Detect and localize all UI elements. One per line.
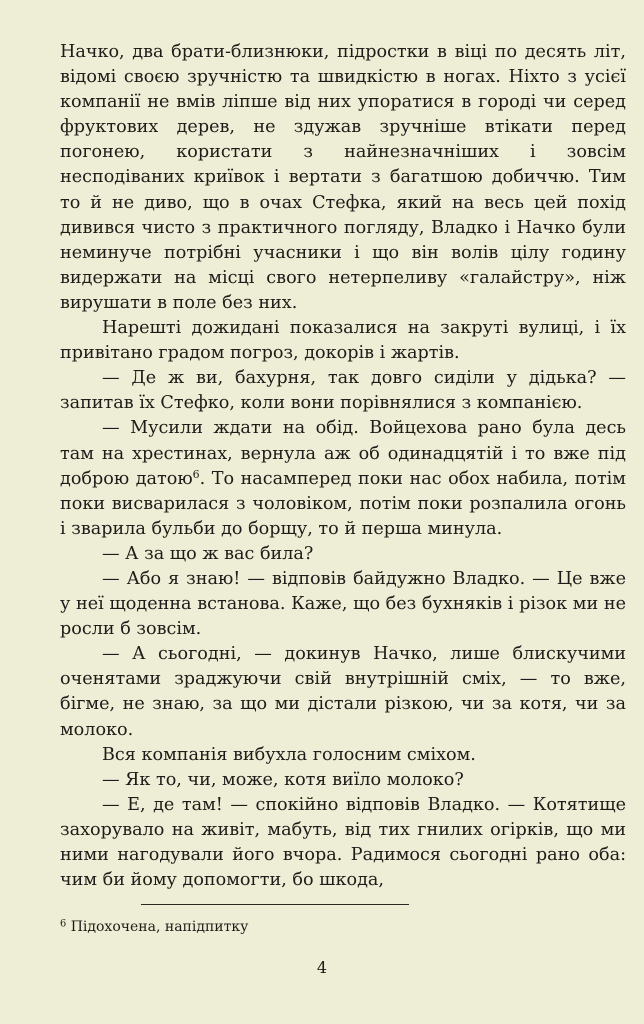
footnote-reference[interactable]: 6	[192, 467, 200, 481]
footnote-divider	[141, 904, 409, 905]
paragraph: — А сьогодні, — докинув Начко, лише блискучими оченятами зраджуючи свій внутрішній сміх, — то вже, бігме, не знаю, за що ми дістали різкою, чи за котя, чи за молоко.	[60, 644, 626, 740]
footnote-text: Підохочена, напідпитку	[70, 919, 249, 935]
footnote-number: 6	[60, 918, 67, 930]
paragraph-text: — Мусили ждати на обід. Войцехова рано була десь там на хрестинах, вернула аж об одинадцятій і то вже під доброю датою	[60, 418, 626, 489]
footnote	[60, 917, 620, 937]
paragraph: — Де ж ви, бахурня, так довго сиділи у дідька? — запитав їх Стефко, коли вони порівнялися з компанією.	[60, 368, 626, 414]
paragraph: — Або я знаю! — відповів байдужно Владко. — Це вже у неї щоденна встанова. Каже, що без бухняків і різок ми не росли б зовсім.	[60, 568, 626, 640]
page-number: 4	[316, 958, 328, 977]
paragraph	[60, 416, 626, 541]
paragraph: — Як то, чи, може, котя виїло молоко?	[102, 769, 464, 790]
paragraph-text: . То насамперед поки нас обох набила, потім поки висварилася з чоловіком, потім поки розпалила огонь і зварила бульби до борщу, то й перша минула.	[60, 468, 626, 539]
paragraph: Нарешті дожидані показалися на закруті вулиці, і їх привітано градом погроз, докорів і жартів.	[60, 318, 626, 364]
paragraph: Вся компанія вибухла голосним сміхом.	[102, 744, 476, 765]
paragraph: — Е, де там! — спокійно відповів Владко. — Котятище захорувало на живіт, мабуть, від тих гнилих огірків, що ми ними нагодували його вчора. Радимося сьогодні рано оба: чим би йому допомогти, бо шкода,	[60, 794, 626, 891]
body-text	[60, 40, 626, 893]
paragraph: — А за що ж вас била?	[102, 543, 314, 564]
paragraph: Начко, два брати-близнюки, підростки в віці по десять літ, відомі своєю зручністю та швидкістю в ногах. Ніхто з усієї компанії не вмів ліпше від них упоратися в городі чи серед фруктових дерев, не здужав зручніше втікати перед погонею, користати з найнезначніших і зовсім несподіваних криївок і вертати з багатшою добиччю. Тим то й не диво, що в очах Стефка, який на весь цей похід дивився чисто з практичного погляду, Владко і Начко були неминуче потрібні учасники і що він волів цілу годину видержати на місці свого нетерпеливу «галайстру», ніж вирушати в поле без них.	[60, 42, 626, 313]
